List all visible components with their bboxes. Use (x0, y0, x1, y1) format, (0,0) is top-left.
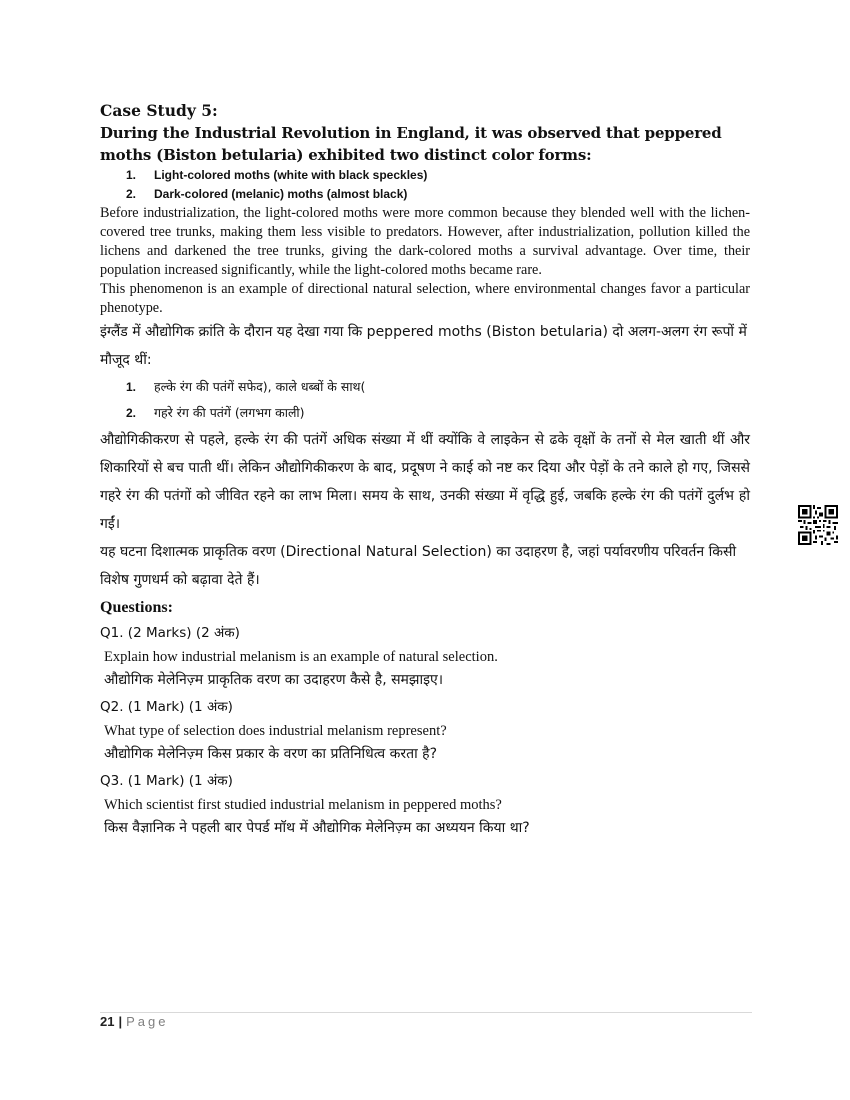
footer-separator: | (118, 1014, 123, 1029)
hindi-paragraph-summary: यह घटना दिशात्मक प्राकृतिक वरण (Directional Natural Selection) का उदाहरण है, जहां पर्यावरणीय परिवर्तन किसी विशेष गुणधर्म को बढ़ावा देते हैं। (100, 544, 737, 588)
qr-code-icon[interactable] (798, 505, 838, 545)
page-content (100, 100, 750, 842)
list-item-text: गहरे रंग की पतंगें (लगभग काली) (154, 405, 305, 420)
list-item: 1. हल्के रंग की पतंगें सफेद), काले धब्बों के साथ( (122, 374, 750, 400)
hindi-intro: इंग्लैंड में औद्योगिक क्रांति के दौरान यह देखा गया कि peppered moths (Biston betularia) दो अलग-अलग रंग रूपों में मौजूद थीं: (100, 324, 747, 368)
hindi-forms-list (100, 374, 750, 426)
question-text-hi: औद्योगिक मेलेनिज़्म किस प्रकार के वरण का प्रतिनिधित्व करता है? (104, 746, 438, 762)
question-text-en: Explain how industrial melanism is an example of natural selection. (104, 649, 498, 665)
question-text-en: What type of selection does industrial melanism represent? (104, 723, 447, 739)
question-marks: Q3. (1 Mark) (1 अंक) (100, 773, 233, 789)
questions-heading: Questions: (100, 599, 173, 616)
question-text-en: Which scientist first studied industrial melanism in peppered moths? (104, 797, 502, 813)
question-marks: Q1. (2 Marks) (2 अंक) (100, 625, 240, 641)
list-item: 2. गहरे रंग की पतंगें (लगभग काली) (122, 400, 750, 426)
page-number: 21 (100, 1014, 115, 1029)
list-item-text: Dark-colored (melanic) moths (almost black) (154, 187, 408, 201)
list-item: 2. Dark-colored (melanic) moths (almost black) (122, 185, 750, 204)
hindi-paragraph-explanation: औद्योगिकीकरण से पहले, हल्के रंग की पतंगें अधिक संख्या में थीं क्योंकि वे लाइकेन से ढके वृक्षों के तनों से मेल खाती थीं और शिकारियों से बच पाती थीं। लेकिन औद्योगिकीकरण के बाद, प्रदूषण ने काई को नष्ट कर दिया और पेड़ों के तने काले हो गए, जिससे गहरे रंग की पतंगों को जीवित रहने का लाभ मिला। समय के साथ, उनकी संख्या में वृद्धि हुई, जबकि हल्के रंग की पतंगें दुर्लभ हो गईं। (100, 432, 750, 532)
list-item-text: हल्के रंग की पतंगें सफेद), काले धब्बों के साथ( (154, 379, 366, 394)
question-2 (100, 694, 750, 766)
list-item: 1. Light-colored moths (white with black speckles) (122, 166, 750, 185)
question-text-hi: औद्योगिक मेलेनिज़्म प्राकृतिक वरण का उदाहरण कैसे है, समझाइए। (104, 672, 444, 688)
question-text-hi: किस वैज्ञानिक ने पहली बार पेपर्ड मॉथ में औद्योगिक मेलेनिज़्म का अध्ययन किया था? (104, 820, 530, 836)
footer-divider (100, 1012, 752, 1013)
case-study-title: Case Study 5: (100, 101, 218, 120)
case-study-heading: During the Industrial Revolution in England, it was observed that peppered moths (Biston betularia) exhibited two distinct color forms: (100, 124, 722, 164)
paragraph-summary: This phenomenon is an example of directional natural selection, where environmental changes favor a particular phenotype. (100, 281, 750, 316)
question-3 (100, 768, 750, 840)
page-label: Page (126, 1014, 169, 1029)
color-forms-list (100, 166, 750, 204)
question-marks: Q2. (1 Mark) (1 अंक) (100, 699, 233, 715)
question-1 (100, 620, 750, 692)
page-footer (100, 1014, 168, 1029)
paragraph-explanation: Before industrialization, the light-colored moths were more common because they blended well with the lichen-covered tree trunks, making them less visible to predators. However, after industrialization, pollution killed the lichens and darkened the tree trunks, giving the dark-colored moths a survival advantage. Over time, their population increased significantly, while the light-colored moths became rare. (100, 205, 750, 278)
list-item-text: Light-colored moths (white with black speckles) (154, 168, 428, 182)
